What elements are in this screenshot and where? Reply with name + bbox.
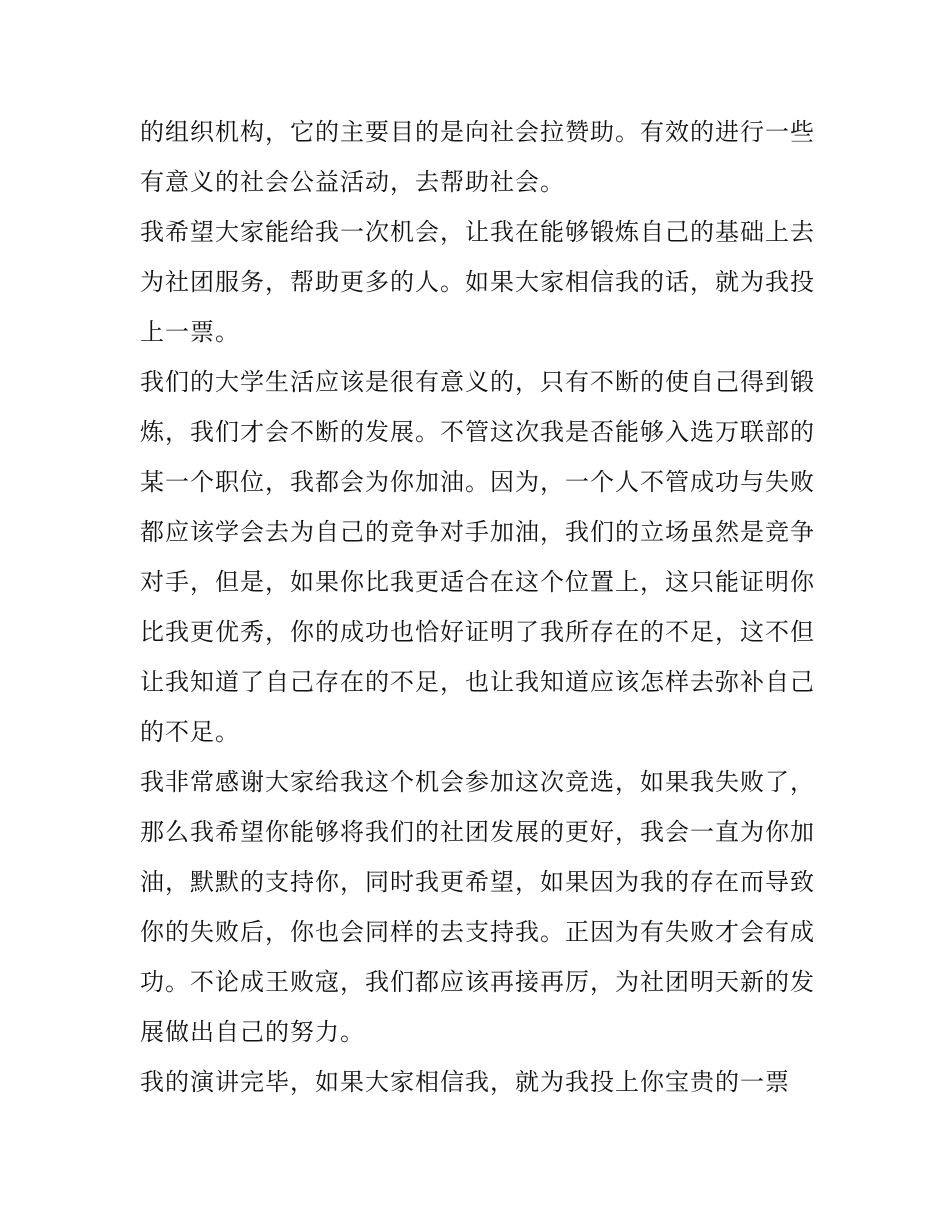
paragraph-2: 我希望大家能给我一次机会，让我在能够锻炼自己的基础上去为社团服务，帮助更多的人。如果大家相信我的话，就为我投上一票。 [140, 218, 815, 346]
paragraph-1: 的组织机构，它的主要目的是向社会拉赞助。有效的进行一些有意义的社会公益活动，去帮助社会。 [140, 118, 815, 196]
document-body [140, 107, 820, 1107]
paragraph-5: 我的演讲完毕，如果大家相信我，就为我投上你宝贵的一票 [140, 1068, 790, 1096]
paragraph-4: 我非常感谢大家给我这个机会参加这次竞选，如果我失败了，那么我希望你能够将我们的社团发展的更好，我会一直为你加油，默默的支持你，同时我更希望，如果因为我的存在而导致你的失败后，你也会同样的去支持我。正因为有失败才会有成功。不论成王败寇，我们都应该再接再厉，为社团明天新的发展做出自己的努力。 [140, 768, 815, 1046]
paragraph-3: 我们的大学生活应该是很有意义的，只有不断的使自己得到锻炼，我们才会不断的发展。不管这次我是否能够入选万联部的某一个职位，我都会为你加油。因为，一个人不管成功与失败都应该学会去为自己的竞争对手加油，我们的立场虽然是竞争对手，但是，如果你比我更适合在这个位置上，这只能证明你比我更优秀，你的成功也恰好证明了我所存在的不足，这不但让我知道了自己存在的不足，也让我知道应该怎样去弥补自己的不足。 [140, 368, 815, 746]
